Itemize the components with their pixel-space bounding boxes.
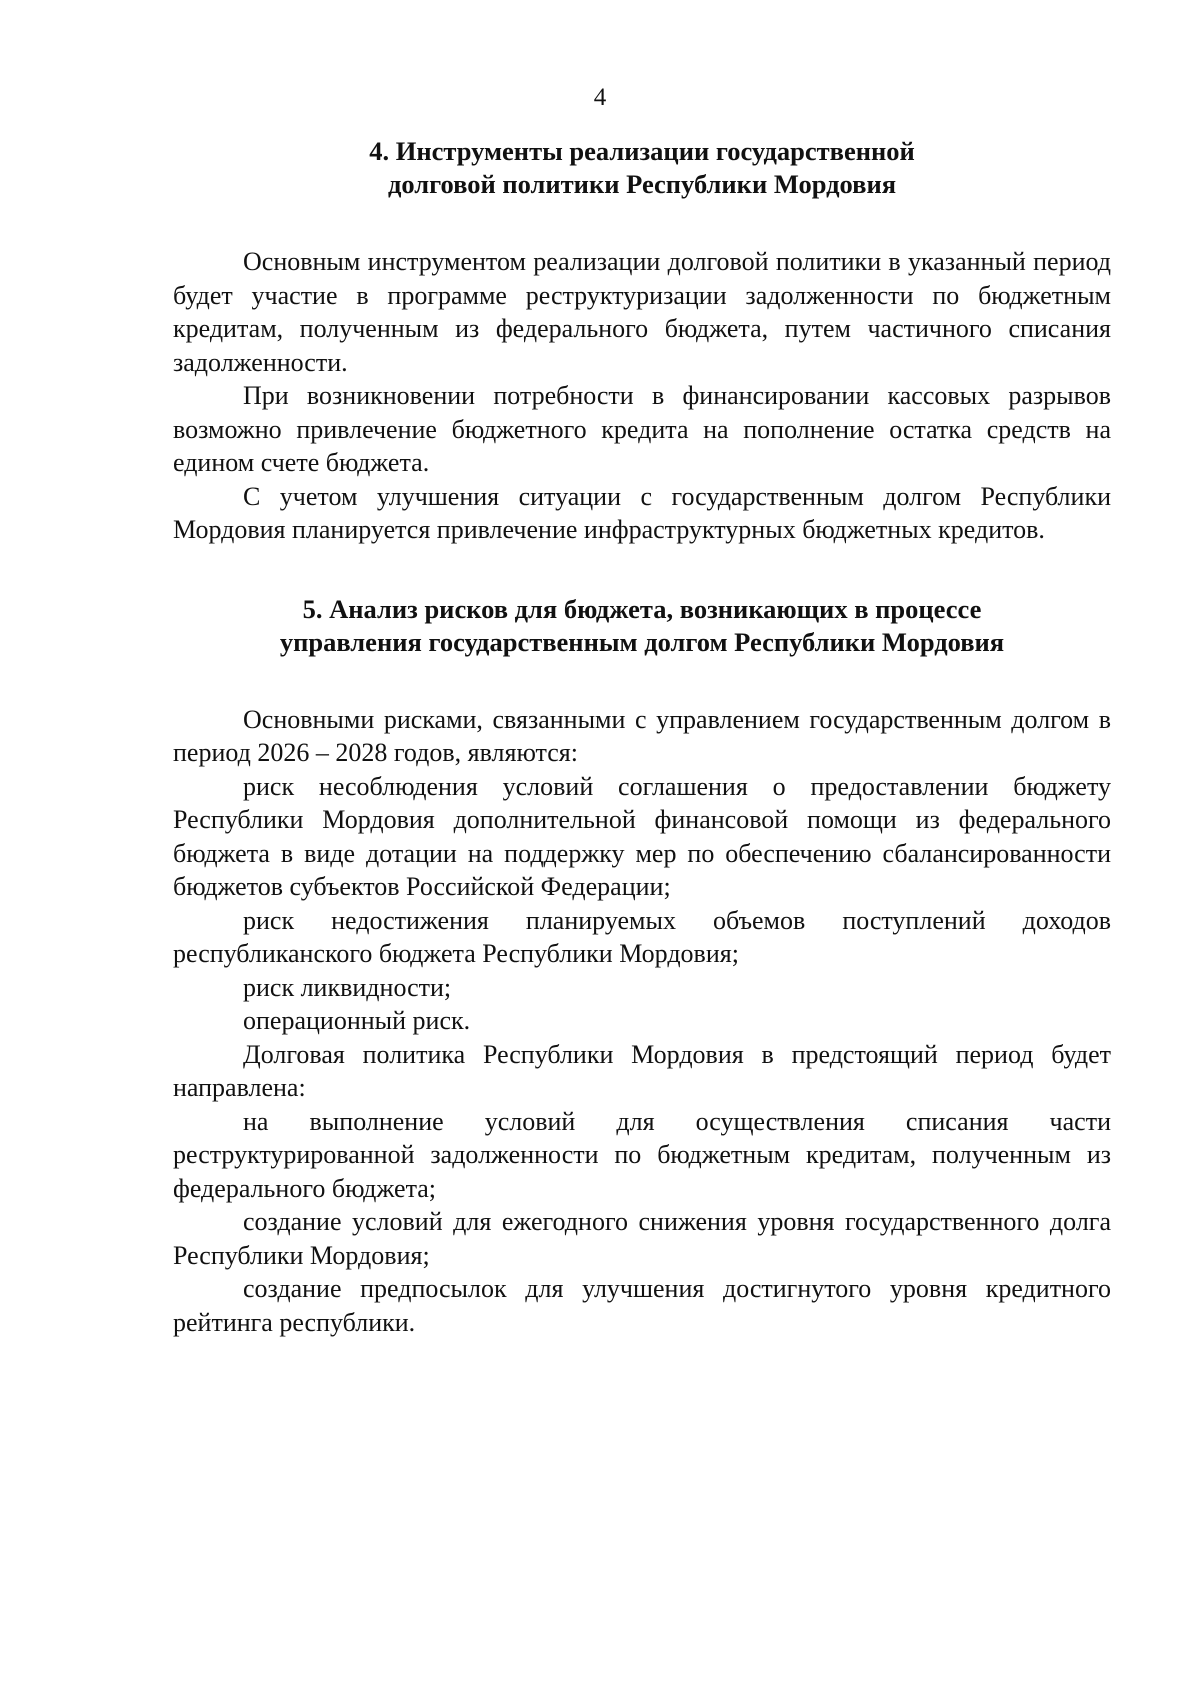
- risk-item-2: риск недостижения планируемых объемов поступлений доходов республиканского бюджета Республики Мордовия;: [173, 905, 1111, 968]
- risk-item-3: риск ликвидности;: [243, 972, 452, 1002]
- section-4-paragraph-3: С учетом улучшения ситуации с государственным долгом Республики Мордовия планируется привлечение инфраструктурных бюджетных кредитов.: [173, 481, 1111, 544]
- section-4-heading: [173, 135, 1111, 201]
- policy-direction-item-1: на выполнение условий для осуществления списания части реструктурированной задолженности по бюджетным кредитам, полученным из федерального бюджета;: [173, 1106, 1111, 1203]
- risk-item-1: риск несоблюдения условий соглашения о предоставлении бюджету Республики Мордовия дополнительной финансовой помощи из федерального бюджета в виде дотации на поддержку мер по обеспечению сбалансированности бюджетов субъектов Российской Федерации;: [173, 771, 1111, 901]
- section-4-paragraph-2: При возникновении потребности в финансировании кассовых разрывов возможно привлечение бюджетного кредита на пополнение остатка средств на едином счете бюджета.: [173, 381, 1111, 477]
- section-5-paragraph-1: Основными рисками, связанными с управлением государственным долгом в период 2026 – 2028 годов, являются:: [173, 704, 1111, 767]
- page-number: 4: [593, 84, 607, 111]
- policy-direction-item-2: создание условий для ежегодного снижения уровня государственного долга Республики Мордовия;: [173, 1207, 1111, 1270]
- section-5-heading: [173, 593, 1111, 659]
- risk-item-4: операционный риск.: [243, 1006, 471, 1035]
- section-4-paragraph-1: Основным инструментом реализации долговой политики в указанный период будет участие в программе реструктуризации задолженности по бюджетным кредитам, полученным из федерального бюджета, путем частичного списания задолженности.: [173, 247, 1111, 377]
- section-5-body: [173, 703, 1111, 1340]
- section-4-heading-line-2: долговой политики Республики Мордовия: [387, 169, 897, 199]
- section-5-heading-line-2: управления государственным долгом Республики Мордовия: [279, 626, 1005, 657]
- policy-direction-item-3: создание предпосылок для улучшения достигнутого уровня кредитного рейтинга республики.: [173, 1274, 1111, 1337]
- section-4-body: [173, 245, 1111, 547]
- section-4-heading-line-1: 4. Инструменты реализации государственной: [369, 136, 915, 166]
- document-body: [173, 135, 1111, 1339]
- policy-direction-intro: Долговая политика Республики Мордовия в предстоящий период будет направлена:: [173, 1039, 1111, 1102]
- section-5-heading-line-1: 5. Анализ рисков для бюджета, возникающих в процессе: [302, 593, 982, 624]
